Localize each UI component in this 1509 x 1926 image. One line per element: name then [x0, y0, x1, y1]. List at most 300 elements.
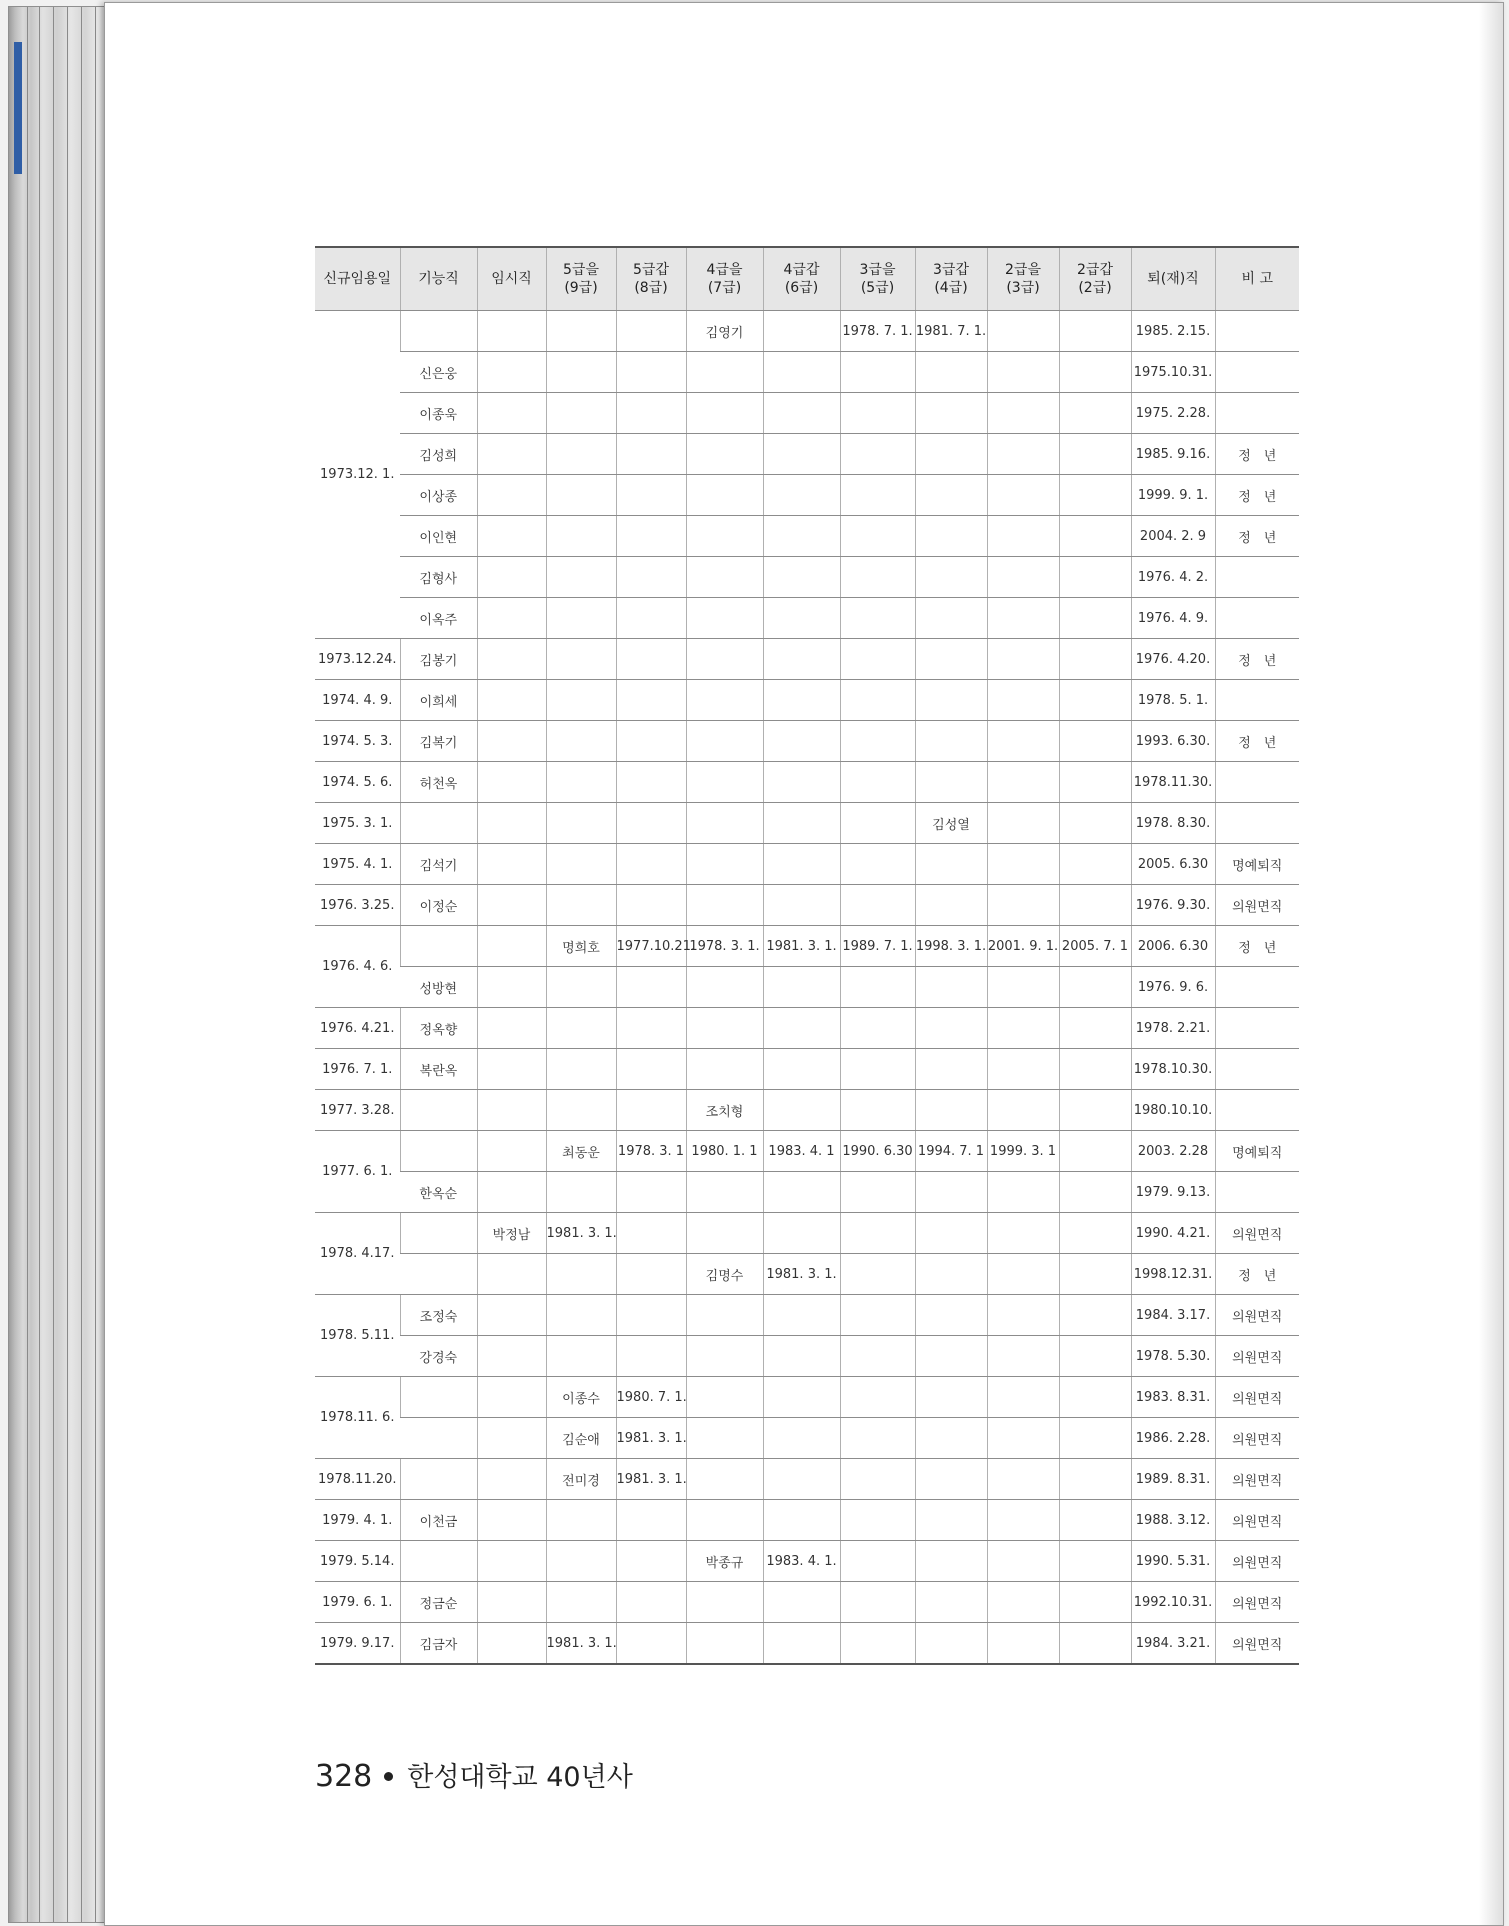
table-cell: 의원면직 [1215, 1377, 1299, 1418]
table-cell [840, 557, 915, 598]
table-cell: 1978.10.30. [1131, 1049, 1215, 1090]
table-cell: 1976. 4. 9. [1131, 598, 1215, 639]
table-cell [987, 885, 1059, 926]
table-cell [400, 311, 477, 352]
table-cell [477, 1295, 546, 1336]
hire-date-cell: 1979. 4. 1. [315, 1500, 400, 1541]
table-cell [840, 1459, 915, 1500]
table-cell [477, 1623, 546, 1665]
table-cell [987, 1459, 1059, 1500]
table-cell: 의원면직 [1215, 1541, 1299, 1582]
table-cell [400, 803, 477, 844]
column-header: 기능직 [400, 247, 477, 311]
table-cell [400, 1459, 477, 1500]
table-cell [987, 557, 1059, 598]
table-cell [763, 639, 840, 680]
table-cell: 1999. 3. 1 [987, 1131, 1059, 1172]
table-cell: 명예퇴직 [1215, 1131, 1299, 1172]
table-cell [987, 434, 1059, 475]
table-body [315, 311, 1299, 1665]
table-cell [400, 1090, 477, 1131]
table-cell: 1978. 8.30. [1131, 803, 1215, 844]
table-cell: 1986. 2.28. [1131, 1418, 1215, 1459]
table-cell: 정 년 [1215, 516, 1299, 557]
table-cell: 김봉기 [400, 639, 477, 680]
table-row [315, 1172, 1299, 1213]
table-cell: 이종욱 [400, 393, 477, 434]
table-cell [840, 885, 915, 926]
table-cell: 1998.12.31. [1131, 1254, 1215, 1295]
table-cell [546, 1336, 616, 1377]
table-cell [477, 1008, 546, 1049]
table-cell [840, 1295, 915, 1336]
table-row [315, 1623, 1299, 1665]
table-cell [546, 1500, 616, 1541]
table-cell [686, 639, 763, 680]
table-cell [1215, 352, 1299, 393]
hire-date-cell: 1976. 4. 6. [315, 926, 400, 1008]
table-row [315, 557, 1299, 598]
table-cell [686, 1459, 763, 1500]
table-cell: 1993. 6.30. [1131, 721, 1215, 762]
table-cell [987, 680, 1059, 721]
table-cell [477, 516, 546, 557]
table-cell [686, 1500, 763, 1541]
table-cell [763, 1049, 840, 1090]
table-cell [763, 393, 840, 434]
table-cell [686, 1213, 763, 1254]
column-header: 임시직 [477, 247, 546, 311]
table-cell [763, 885, 840, 926]
book-page-edges [8, 6, 108, 1923]
table-cell [840, 352, 915, 393]
table-row [315, 1377, 1299, 1418]
table-cell [915, 885, 987, 926]
table-row [315, 1500, 1299, 1541]
table-cell: 1983. 4. 1. [763, 1541, 840, 1582]
table-cell [477, 557, 546, 598]
table-cell [546, 803, 616, 844]
table-cell [915, 762, 987, 803]
table-cell [763, 311, 840, 352]
table-cell [477, 311, 546, 352]
column-header: 3급갑 (4급) [915, 247, 987, 311]
table-cell [987, 393, 1059, 434]
table-row [315, 1090, 1299, 1131]
table-cell [915, 557, 987, 598]
table-cell [987, 1008, 1059, 1049]
table-cell [840, 762, 915, 803]
hire-date-cell: 1978. 5.11. [315, 1295, 400, 1377]
table-cell [616, 1090, 686, 1131]
table-cell: 1981. 3. 1. [546, 1623, 616, 1665]
table-cell: 1980.10.10. [1131, 1090, 1215, 1131]
table-cell [987, 762, 1059, 803]
table-cell: 김명수 [686, 1254, 763, 1295]
table-cell [763, 1090, 840, 1131]
table-cell [763, 967, 840, 1008]
hire-date-cell: 1977. 3.28. [315, 1090, 400, 1131]
table-cell [400, 1377, 477, 1418]
table-cell [477, 352, 546, 393]
table-cell [616, 475, 686, 516]
table-cell [477, 803, 546, 844]
table-cell [763, 475, 840, 516]
table-cell [840, 967, 915, 1008]
table-cell [763, 844, 840, 885]
table-cell: 1984. 3.17. [1131, 1295, 1215, 1336]
table-cell [616, 516, 686, 557]
table-cell [477, 1582, 546, 1623]
table-cell [1059, 598, 1131, 639]
table-cell [840, 1090, 915, 1131]
table-cell [915, 434, 987, 475]
table-cell [477, 434, 546, 475]
table-cell [840, 1582, 915, 1623]
table-cell [686, 721, 763, 762]
table-cell: 허천옥 [400, 762, 477, 803]
book-page [104, 2, 1504, 1926]
table-cell: 1983. 4. 1 [763, 1131, 840, 1172]
table-cell: 김석기 [400, 844, 477, 885]
table-cell [400, 926, 477, 967]
table-cell [987, 1500, 1059, 1541]
table-cell [686, 557, 763, 598]
column-header: 비 고 [1215, 247, 1299, 311]
table-cell: 1976. 4.20. [1131, 639, 1215, 680]
table-cell [987, 1582, 1059, 1623]
table-cell [546, 393, 616, 434]
staff-roster-table [315, 246, 1299, 1665]
table-cell [840, 639, 915, 680]
table-row [315, 1131, 1299, 1172]
hire-date-cell: 1975. 4. 1. [315, 844, 400, 885]
table-cell [546, 598, 616, 639]
table-cell [1059, 1582, 1131, 1623]
table-cell [616, 1295, 686, 1336]
table-cell [616, 352, 686, 393]
table-cell [616, 311, 686, 352]
table-cell [915, 1418, 987, 1459]
table-cell: 이정순 [400, 885, 477, 926]
table-cell [616, 598, 686, 639]
table-cell [546, 1049, 616, 1090]
hire-date-cell: 1976. 4.21. [315, 1008, 400, 1049]
table-row [315, 680, 1299, 721]
table-cell: 1978. 2.21. [1131, 1008, 1215, 1049]
table-cell [686, 844, 763, 885]
table-cell [987, 1418, 1059, 1459]
table-cell [686, 1008, 763, 1049]
table-cell [477, 1377, 546, 1418]
table-cell [1215, 762, 1299, 803]
table-cell [1059, 680, 1131, 721]
table-cell [987, 639, 1059, 680]
table-cell: 1990. 6.30 [840, 1131, 915, 1172]
table-cell [1059, 1541, 1131, 1582]
table-cell [477, 844, 546, 885]
table-cell: 의원면직 [1215, 1500, 1299, 1541]
table-cell [763, 1377, 840, 1418]
table-cell [686, 762, 763, 803]
table-row [315, 1008, 1299, 1049]
table-cell [686, 1623, 763, 1665]
table-cell [987, 1623, 1059, 1665]
table-cell [546, 639, 616, 680]
table-row [315, 762, 1299, 803]
table-cell: 이희세 [400, 680, 477, 721]
table-cell [546, 762, 616, 803]
table-cell [763, 762, 840, 803]
table-cell [616, 1172, 686, 1213]
table-cell: 이옥주 [400, 598, 477, 639]
table-cell: 성방현 [400, 967, 477, 1008]
table-cell: 정 년 [1215, 434, 1299, 475]
table-cell [1059, 311, 1131, 352]
table-cell: 정 년 [1215, 475, 1299, 516]
table-cell [840, 1254, 915, 1295]
table-cell [686, 1582, 763, 1623]
table-cell [1215, 680, 1299, 721]
table-cell [616, 1254, 686, 1295]
table-cell [477, 1131, 546, 1172]
table-cell: 1981. 3. 1. [763, 926, 840, 967]
table-cell [686, 434, 763, 475]
table-cell: 김성열 [915, 803, 987, 844]
hire-date-cell: 1978.11.20. [315, 1459, 400, 1500]
table-cell: 2001. 9. 1. [987, 926, 1059, 967]
table-cell [915, 1377, 987, 1418]
table-row [315, 967, 1299, 1008]
column-header: 2급을 (3급) [987, 247, 1059, 311]
table-row [315, 598, 1299, 639]
table-cell [1059, 1336, 1131, 1377]
table-row [315, 1541, 1299, 1582]
table-cell: 정 년 [1215, 639, 1299, 680]
table-cell: 김금자 [400, 1623, 477, 1665]
table-cell [546, 557, 616, 598]
table-row [315, 639, 1299, 680]
column-header: 5급갑 (8급) [616, 247, 686, 311]
table-row [315, 393, 1299, 434]
table-cell [477, 1500, 546, 1541]
table-cell [477, 393, 546, 434]
table-cell [1059, 1623, 1131, 1665]
table-cell: 정옥향 [400, 1008, 477, 1049]
table-cell [616, 844, 686, 885]
spine-bookmark [14, 42, 22, 174]
table-cell [915, 516, 987, 557]
table-cell [616, 557, 686, 598]
table-cell [763, 803, 840, 844]
page-footer [315, 1755, 633, 1794]
table-cell: 1978. 5. 1. [1131, 680, 1215, 721]
table-cell: 1978. 3. 1 [616, 1131, 686, 1172]
table-cell [616, 1623, 686, 1665]
table-cell [987, 352, 1059, 393]
table-cell [763, 1172, 840, 1213]
table-cell [987, 1541, 1059, 1582]
table-cell [477, 1541, 546, 1582]
table-cell [686, 516, 763, 557]
table-cell: 1975. 2.28. [1131, 393, 1215, 434]
table-row [315, 1049, 1299, 1090]
table-cell [840, 1172, 915, 1213]
table-cell: 1989. 7. 1. [840, 926, 915, 967]
table-cell [915, 844, 987, 885]
table-cell [763, 680, 840, 721]
table-cell [616, 1049, 686, 1090]
table-cell [763, 1582, 840, 1623]
table-cell [915, 1623, 987, 1665]
table-cell [546, 721, 616, 762]
table-cell [616, 680, 686, 721]
table-cell [477, 598, 546, 639]
table-cell [763, 352, 840, 393]
table-cell [840, 475, 915, 516]
table-cell [616, 393, 686, 434]
table-cell: 김영기 [686, 311, 763, 352]
table-cell [1059, 1090, 1131, 1131]
table-cell: 의원면직 [1215, 1582, 1299, 1623]
table-cell [686, 1172, 763, 1213]
table-cell [1059, 639, 1131, 680]
table-row [315, 311, 1299, 352]
table-cell [915, 598, 987, 639]
table-cell [987, 803, 1059, 844]
table-cell [840, 803, 915, 844]
table-row [315, 1254, 1299, 1295]
table-cell: 한옥순 [400, 1172, 477, 1213]
table-cell [686, 475, 763, 516]
table-cell [1215, 1090, 1299, 1131]
table-cell [546, 516, 616, 557]
table-cell [987, 1377, 1059, 1418]
hire-date-cell: 1976. 3.25. [315, 885, 400, 926]
table-cell [477, 967, 546, 1008]
table-cell [763, 1008, 840, 1049]
table-cell: 1981. 3. 1. [616, 1459, 686, 1500]
table-cell [1059, 1131, 1131, 1172]
table-cell [686, 1295, 763, 1336]
table-cell: 2005. 6.30 [1131, 844, 1215, 885]
table-cell [686, 1336, 763, 1377]
table-cell: 정 년 [1215, 926, 1299, 967]
table-cell [616, 885, 686, 926]
table-cell [546, 1254, 616, 1295]
table-row [315, 844, 1299, 885]
column-header: 신규임용일 [315, 247, 400, 311]
table-cell: 1990. 5.31. [1131, 1541, 1215, 1582]
table-cell: 강경숙 [400, 1336, 477, 1377]
table-cell [915, 721, 987, 762]
table-cell [987, 844, 1059, 885]
table-row [315, 885, 1299, 926]
table-cell [1059, 434, 1131, 475]
table-cell [477, 680, 546, 721]
table-cell: 의원면직 [1215, 1336, 1299, 1377]
table-cell [1059, 721, 1131, 762]
table-cell: 의원면직 [1215, 1213, 1299, 1254]
table-cell: 조정숙 [400, 1295, 477, 1336]
table-cell [400, 1541, 477, 1582]
table-cell [1059, 1008, 1131, 1049]
column-header: 4급을 (7급) [686, 247, 763, 311]
table-cell [546, 1582, 616, 1623]
table-cell [840, 393, 915, 434]
table-cell [987, 1213, 1059, 1254]
table-cell [686, 598, 763, 639]
table-cell: 1992.10.31. [1131, 1582, 1215, 1623]
table-row [315, 926, 1299, 967]
table-cell [987, 516, 1059, 557]
table-cell: 의원면직 [1215, 1418, 1299, 1459]
table-cell: 조치형 [686, 1090, 763, 1131]
table-cell [1059, 844, 1131, 885]
hire-date-cell: 1974. 5. 3. [315, 721, 400, 762]
table-cell [477, 1459, 546, 1500]
table-row [315, 1418, 1299, 1459]
table-cell: 1980. 7. 1. [616, 1377, 686, 1418]
table-cell: 1984. 3.21. [1131, 1623, 1215, 1665]
table-cell [477, 475, 546, 516]
table-cell [915, 680, 987, 721]
table-cell [1059, 475, 1131, 516]
table-cell [546, 1090, 616, 1131]
hire-date-cell: 1976. 7. 1. [315, 1049, 400, 1090]
table-cell [686, 967, 763, 1008]
table-cell: 신은웅 [400, 352, 477, 393]
table-cell: 의원면직 [1215, 1623, 1299, 1665]
table-cell [1059, 1049, 1131, 1090]
table-cell [546, 680, 616, 721]
table-cell [616, 967, 686, 1008]
table-header-row [315, 247, 1299, 311]
table-cell [1215, 1049, 1299, 1090]
table-cell: 박종규 [686, 1541, 763, 1582]
table-cell [546, 1008, 616, 1049]
table-cell: 의원면직 [1215, 885, 1299, 926]
table-cell: 이인현 [400, 516, 477, 557]
table-cell [1059, 516, 1131, 557]
table-cell [1059, 1213, 1131, 1254]
table-cell [546, 475, 616, 516]
table-cell: 1981. 7. 1. [915, 311, 987, 352]
table-cell [840, 680, 915, 721]
table-cell: 1978.11.30. [1131, 762, 1215, 803]
table-cell: 명희호 [546, 926, 616, 967]
table-cell [1215, 803, 1299, 844]
table-cell: 1975.10.31. [1131, 352, 1215, 393]
table-cell [840, 1213, 915, 1254]
table-cell [400, 1254, 477, 1295]
table-cell [915, 1336, 987, 1377]
table-cell [616, 1336, 686, 1377]
table-cell [686, 1377, 763, 1418]
table-cell [477, 1090, 546, 1131]
table-cell [763, 1500, 840, 1541]
table-cell [477, 639, 546, 680]
table-cell [840, 1008, 915, 1049]
table-cell [546, 1541, 616, 1582]
table-cell [546, 885, 616, 926]
table-cell [1059, 1254, 1131, 1295]
table-cell [763, 1623, 840, 1665]
table-cell [686, 885, 763, 926]
table-cell [400, 1213, 477, 1254]
table-cell [1059, 352, 1131, 393]
table-cell [1059, 1418, 1131, 1459]
